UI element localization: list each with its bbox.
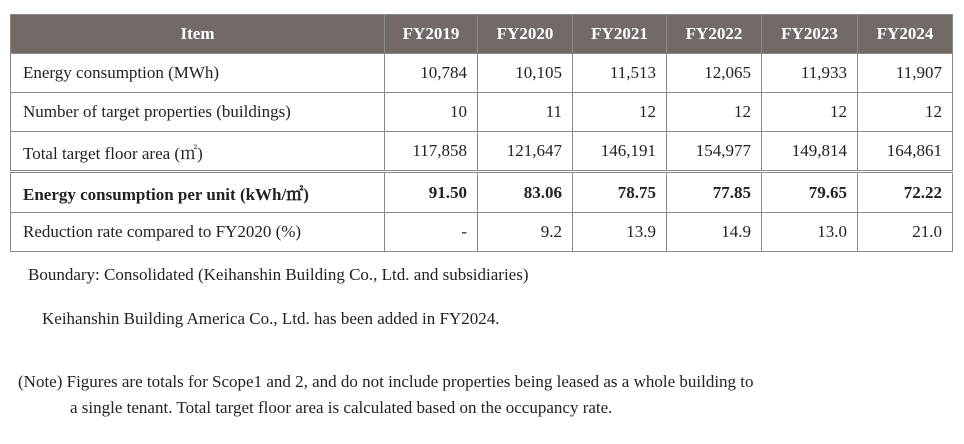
header-fy2021: FY2021 <box>573 15 667 54</box>
header-fy2022: FY2022 <box>667 15 762 54</box>
added-note: Keihanshin Building America Co., Ltd. has been added in FY2024. <box>42 309 500 328</box>
table-cell: 79.65 <box>762 172 858 213</box>
table-cell: 10,105 <box>478 54 573 93</box>
table-cell: 9.2 <box>478 213 573 252</box>
scope-note-line2: a single tenant. Total target floor area is calculated based on the occupancy rate. <box>70 398 613 417</box>
table-cell: 12,065 <box>667 54 762 93</box>
table-row-energy-consumption <box>11 54 953 93</box>
table-cell: 11 <box>478 93 573 132</box>
table-cell: 121,647 <box>478 132 573 172</box>
header-fy2020: FY2020 <box>478 15 573 54</box>
table-cell: 10 <box>385 93 478 132</box>
table-row-floor-area <box>11 132 953 172</box>
row-label: Number of target properties (buildings) <box>11 93 385 132</box>
table-cell: 12 <box>858 93 953 132</box>
energy-table <box>10 14 953 252</box>
table-cell: 11,933 <box>762 54 858 93</box>
row-label: Energy consumption per unit (kWh/㎡) <box>11 172 385 213</box>
row-label: Energy consumption (MWh) <box>11 54 385 93</box>
table-cell: 11,907 <box>858 54 953 93</box>
table-cell: 14.9 <box>667 213 762 252</box>
table-cell: 77.85 <box>667 172 762 213</box>
table-cell: - <box>385 213 478 252</box>
boundary-note: Boundary: Consolidated (Keihanshin Building Co., Ltd. and subsidiaries) <box>28 265 529 284</box>
scope-note-line1: (Note) Figures are totals for Scope1 and 2, and do not include properties being leased as a whole building to <box>18 372 754 391</box>
table-cell: 12 <box>762 93 858 132</box>
row-label: Total target floor area (㎡) <box>11 132 385 172</box>
table-cell: 21.0 <box>858 213 953 252</box>
table-cell: 149,814 <box>762 132 858 172</box>
table-cell: 72.22 <box>858 172 953 213</box>
table-cell: 10,784 <box>385 54 478 93</box>
table-row-consumption-per-unit <box>11 172 953 213</box>
table-row-reduction-rate <box>11 213 953 252</box>
table-cell: 12 <box>573 93 667 132</box>
table-cell: 117,858 <box>385 132 478 172</box>
row-label: Reduction rate compared to FY2020 (%) <box>11 213 385 252</box>
table-cell: 91.50 <box>385 172 478 213</box>
table-cell: 11,513 <box>573 54 667 93</box>
table-cell: 83.06 <box>478 172 573 213</box>
table-cell: 13.0 <box>762 213 858 252</box>
table-cell: 164,861 <box>858 132 953 172</box>
table-cell: 13.9 <box>573 213 667 252</box>
table-cell: 154,977 <box>667 132 762 172</box>
table-cell: 78.75 <box>573 172 667 213</box>
header-fy2024: FY2024 <box>858 15 953 54</box>
table-cell: 12 <box>667 93 762 132</box>
header-fy2019: FY2019 <box>385 15 478 54</box>
table-cell: 146,191 <box>573 132 667 172</box>
table-row-target-properties <box>11 93 953 132</box>
header-fy2023: FY2023 <box>762 15 858 54</box>
header-item: Item <box>11 15 385 54</box>
header-row <box>11 15 953 54</box>
